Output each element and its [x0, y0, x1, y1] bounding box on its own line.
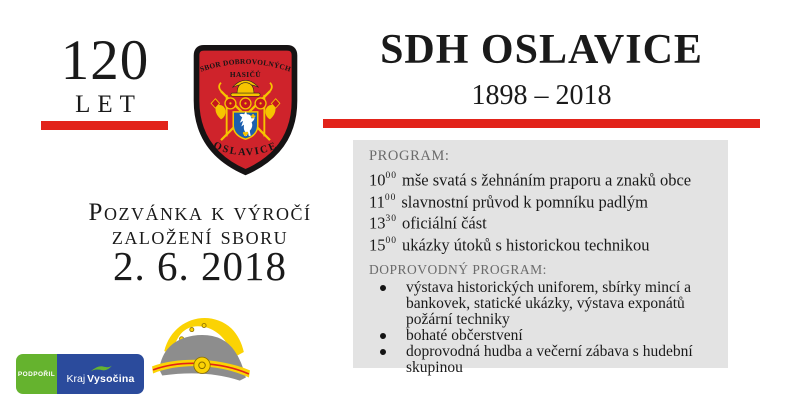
village-coat-of-arms-icon	[233, 111, 257, 139]
anniversary-years-range: 1898 – 2018	[471, 80, 612, 111]
firefighter-helmet-icon	[150, 308, 252, 392]
accompanying-program-list	[369, 280, 716, 376]
event-date: 2. 6. 2018	[113, 243, 287, 289]
program-item: $13^{30}$ oficiální část	[369, 213, 487, 233]
right-red-stripe	[323, 119, 760, 128]
program-item: $10^{00}$ mše svatá s žehnáním praporu a znaků obce	[369, 170, 692, 190]
left-red-stripe	[41, 121, 168, 130]
region-logo	[57, 354, 144, 394]
invitation-line2: založení sboru	[111, 223, 289, 250]
accompanying-program-heading: DOPROVODNÝ PROGRAM:	[369, 262, 547, 277]
program-item: $11^{00}$ slavnostní průvod k pomníku padlým	[369, 192, 648, 211]
fire-brigade-shield-emblem	[189, 42, 302, 178]
anniversary-number: 120	[60, 29, 150, 92]
sponsor-logo	[16, 354, 144, 394]
program-heading: PROGRAM:	[369, 148, 450, 164]
rosette-row-icon	[225, 98, 266, 109]
invitation-line1: Pozvánka k výročí	[88, 199, 312, 226]
poster-title: SDH OSLAVICE	[380, 27, 703, 73]
sponsor-supported-label: PODPOŘIL	[16, 354, 57, 394]
emblem-org-name-line2: HASIČŮ	[229, 70, 262, 80]
program-item: $15^{00}$ ukázky útoků s historickou technikou	[369, 235, 650, 254]
vysocina-bird-icon	[89, 364, 113, 373]
list-item: bohaté občerstvení	[369, 328, 716, 344]
anniversary-years-label: LET	[75, 91, 142, 118]
list-item: výstava historických uniforem, sbírky mincí a bankovek, statické ukázky, výstava exponátů požární techniky	[369, 280, 716, 328]
region-name: Kraj Vysočina	[66, 372, 135, 385]
emblem-org-name-arc: SBOR DOBROVOLNÝCH	[198, 56, 293, 74]
program-box	[353, 140, 728, 376]
invitation-text	[52, 201, 348, 249]
list-item: doprovodná hudba a večerní zábava s hudební skupinou	[369, 344, 716, 376]
emblem-village-name-arc: OSLAVICE	[211, 140, 280, 159]
